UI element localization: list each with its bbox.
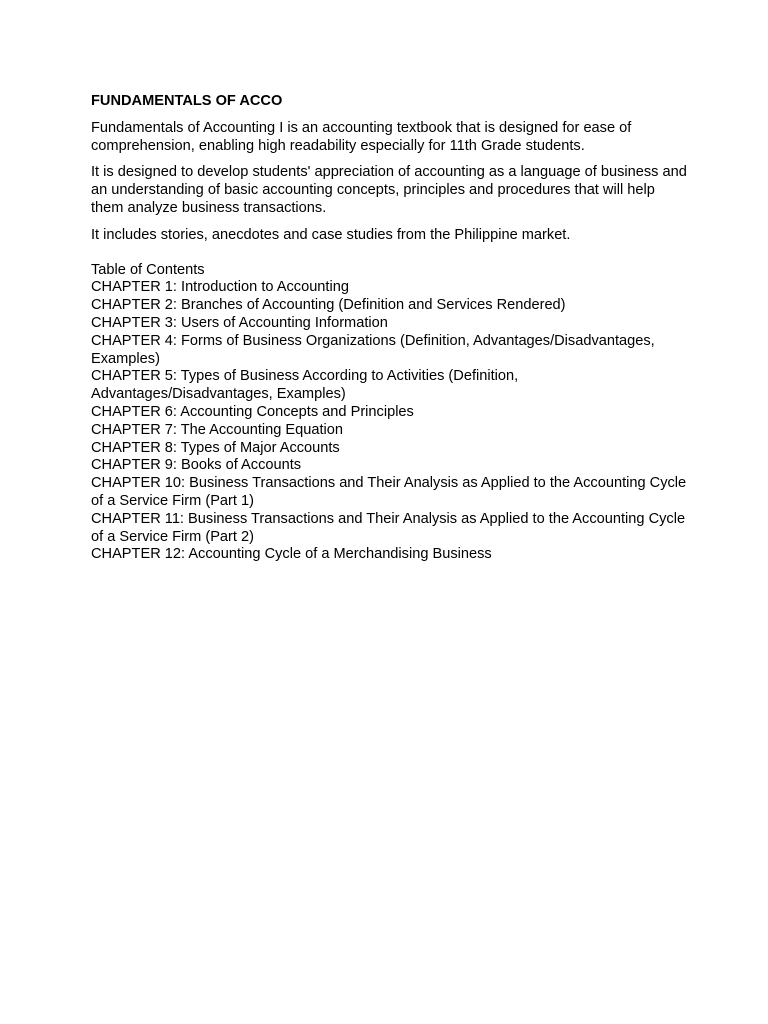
- intro-paragraph: Fundamentals of Accounting I is an accounting textbook that is designed for ease of comprehension, enabling high readability especially for 11th Grade students.: [91, 119, 632, 154]
- toc-item-chapter-10: CHAPTER 10: Business Transactions and Their Analysis as Applied to the Accounting Cycle of a Service Firm (Part 1): [91, 475, 687, 509]
- toc-item-chapter-12: CHAPTER 12: Accounting Cycle of a Merchandising Business: [91, 546, 492, 563]
- toc-item-chapter-5: CHAPTER 5: Types of Business According to Activities (Definition, Advantages/Disadvantages, Examples): [91, 368, 519, 403]
- toc-item-chapter-2: CHAPTER 2: Branches of Accounting (Definition and Services Rendered): [91, 297, 566, 314]
- toc-item-chapter-8: CHAPTER 8: Types of Major Accounts: [91, 439, 340, 456]
- toc-heading: Table of Contents: [91, 261, 205, 278]
- toc-item-chapter-9: CHAPTER 9: Books of Accounts: [91, 457, 302, 474]
- content-paragraph: It includes stories, anecdotes and case studies from the Philippine market.: [91, 226, 571, 243]
- toc-list: [91, 279, 691, 564]
- toc-item-chapter-11: CHAPTER 11: Business Transactions and Their Analysis as Applied to the Accounting Cycle of a Service Firm (Part 2): [91, 510, 686, 545]
- document-body: [91, 93, 691, 564]
- toc-item-chapter-6: CHAPTER 6: Accounting Concepts and Principles: [91, 403, 414, 420]
- toc-item-chapter-3: CHAPTER 3: Users of Accounting Information: [91, 314, 388, 331]
- document-title: FUNDAMENTALS OF ACCO: [91, 93, 283, 109]
- toc-item-chapter-7: CHAPTER 7: The Accounting Equation: [91, 421, 344, 438]
- toc-item-chapter-4: CHAPTER 4: Forms of Business Organizations (Definition, Advantages/Disadvantages, Examples): [91, 332, 655, 367]
- toc-item-chapter-1: CHAPTER 1: Introduction to Accounting: [91, 279, 349, 296]
- purpose-paragraph: It is designed to develop students' appreciation of accounting as a language of business and an understanding of basic accounting concepts, principles and procedures that will help them analyze business transactions.: [91, 164, 687, 216]
